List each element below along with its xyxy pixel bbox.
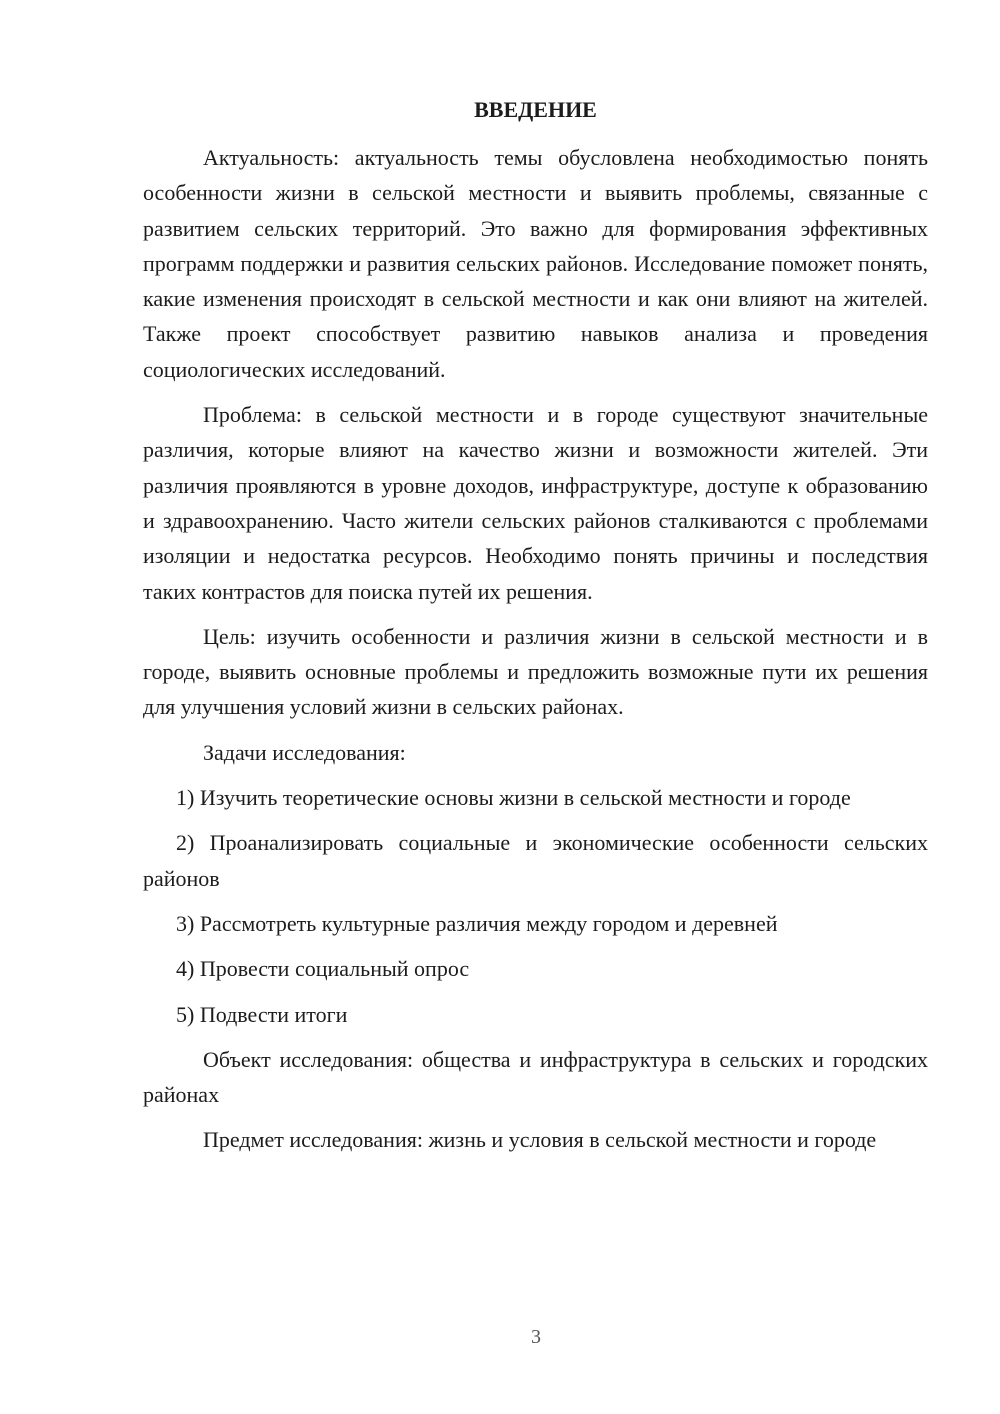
section-title: ВВЕДЕНИЕ — [474, 97, 597, 122]
paragraph-relevance: Актуальность: актуальность темы обусловлена необходимостью понять особенности жизни в сельской местности и выявить проблемы, связанные с развитием сельских территорий. Это важно для формирования эффективных программ поддержки и развития сельских районов. Исследование поможет понять, какие изменения происходят в сельской местности и как они влияют на жителей. Также проект способствует развитию навыков анализа и проведения социологических исследований. — [143, 145, 928, 382]
paragraph-goal: Цель: изучить особенности и различия жизни в сельской местности и в городе, выявить основные проблемы и предложить возможные пути их решения для улучшения условий жизни в сельских районах. — [143, 623, 928, 720]
paragraph-subject: Предмет исследования: жизнь и условия в сельской местности и городе — [203, 1127, 877, 1153]
task-item-3: 3) Рассмотреть культурные различия между городом и деревней — [176, 910, 778, 936]
paragraph-tasks-heading: Задачи исследования: — [203, 739, 406, 765]
task-item-2: 2) Проанализировать социальные и экономические особенности сельских районов — [143, 830, 928, 891]
task-item-1: 1) Изучить теоретические основы жизни в сельской местности и городе — [176, 785, 851, 811]
task-item-5: 5) Подвести итоги — [176, 1001, 348, 1027]
task-item-4: 4) Провести социальный опрос — [176, 956, 470, 982]
page-content — [143, 90, 928, 1168]
page-number: 3 — [531, 1326, 541, 1348]
paragraph-problem: Проблема: в сельской местности и в городе существуют значительные различия, которые влияют на качество жизни и возможности жителей. Эти различия проявляются в уровне доходов, инфраструктуре, доступе к образованию и здравоохранению. Часто жители сельских районов сталкиваются с проблемами изоляции и недостатка ресурсов. Необходимо понять причины и последствия таких контрастов для поиска путей их решения. — [143, 402, 928, 604]
paragraph-object: Объект исследования: общества и инфраструктура в сельских и городских районах — [143, 1046, 928, 1108]
